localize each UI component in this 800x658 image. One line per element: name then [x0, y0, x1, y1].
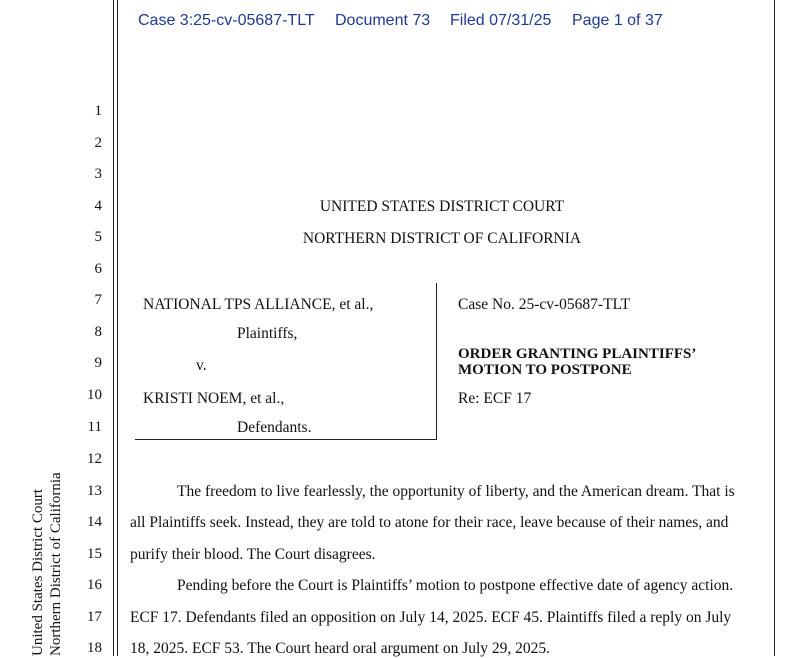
body-line: Pending before the Court is Plaintiffs’ motion to postpone effective date of agency action. [177, 577, 734, 594]
caption-defendant: KRISTI NOEM, et al., [143, 390, 285, 407]
court-sidebar [28, 470, 72, 656]
order-title-line-1: ORDER GRANTING PLAINTIFFS’ [458, 346, 697, 362]
court-name: UNITED STATES DISTRICT COURT [319, 198, 565, 215]
line-number: 8 [94, 324, 102, 340]
line-number: 16 [87, 577, 102, 593]
line-number: 12 [87, 451, 102, 467]
ecf-reference: Re: ECF 17 [458, 390, 532, 407]
caption-plaintiff-role: Plaintiffs, [237, 325, 298, 342]
court-district: NORTHERN DISTRICT OF CALIFORNIA [302, 230, 582, 247]
case-number: Case No. 25-cv-05687-TLT [458, 296, 631, 313]
line-number: 18 [87, 640, 102, 656]
line-number: 11 [87, 419, 102, 435]
line-number: 6 [94, 261, 102, 277]
line-number: 13 [87, 483, 102, 499]
caption-bottom-rule [135, 439, 436, 440]
line-number: 2 [94, 135, 102, 151]
body-line: purify their blood. The Court disagrees. [130, 546, 376, 563]
left-margin-rule [113, 0, 114, 656]
line-number: 7 [94, 292, 102, 308]
body-line: all Plaintiffs seek. Instead, they are told to atone for their race, leave because of their names, and [130, 514, 729, 531]
line-number: 10 [87, 387, 102, 403]
line-number: 17 [87, 609, 102, 625]
header-document-number: Document 73 [335, 12, 431, 29]
line-number: 15 [87, 546, 102, 562]
line-number: 4 [94, 198, 102, 214]
body-line: The freedom to live fearlessly, the opportunity of liberty, and the American dream. That is [177, 483, 735, 500]
line-number: 9 [94, 355, 102, 371]
line-number: 5 [94, 229, 102, 245]
header-filed-date: Filed 07/31/25 [450, 12, 552, 29]
left-margin-rule-inner [117, 0, 118, 656]
line-number: 14 [87, 514, 102, 530]
sidebar-line-1: United States District Court [30, 488, 46, 656]
body-line: 18, 2025. ECF 53. The Court heard oral argument on July 29, 2025. [130, 640, 551, 657]
caption-divider [436, 283, 437, 440]
body-line: ECF 17. Defendants filed an opposition on July 14, 2025. ECF 45. Plaintiffs filed a reply on July [130, 609, 732, 626]
right-margin-rule [774, 0, 775, 656]
line-number: 3 [94, 166, 102, 182]
header-case-number: Case 3:25-cv-05687-TLT [138, 12, 315, 29]
caption-defendant-role: Defendants. [237, 419, 312, 436]
caption-plaintiff: NATIONAL TPS ALLIANCE, et al., [143, 296, 374, 313]
order-title-line-2: MOTION TO POSTPONE [458, 362, 632, 378]
sidebar-line-2: Northern District of California [48, 472, 64, 656]
caption-versus: v. [196, 357, 207, 374]
header-page-count: Page 1 of 37 [572, 12, 663, 29]
line-number: 1 [94, 103, 102, 119]
